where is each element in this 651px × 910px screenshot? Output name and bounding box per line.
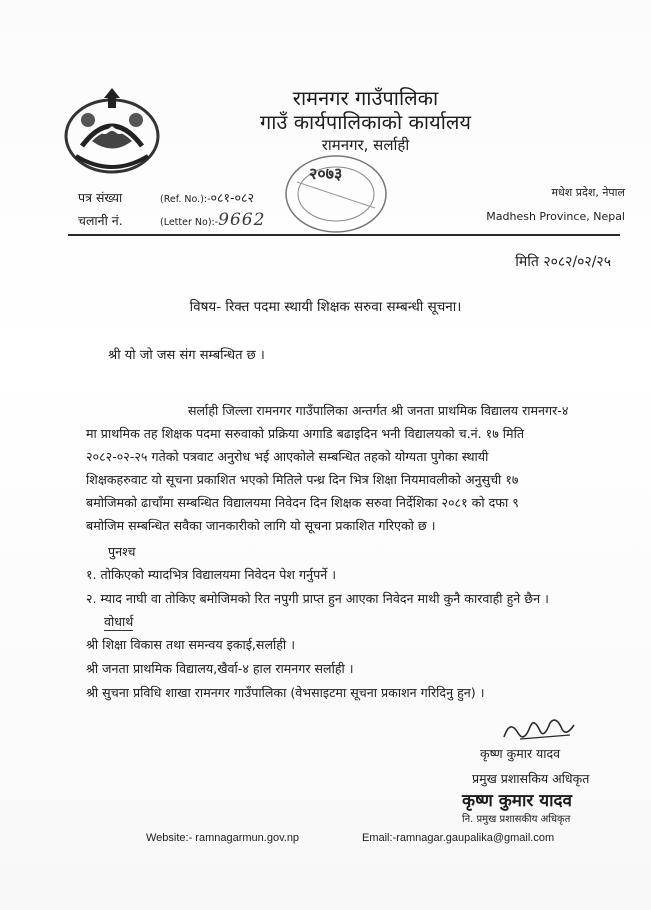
letter-number-value: 9662 (218, 210, 266, 230)
postscript-item: १. तोकिएको म्यादभित्र विद्यालयमा निवेदन पेश गर्नुपर्ने । (86, 567, 336, 582)
province-english: Madhesh Province, Nepal (486, 210, 625, 223)
bodhartha-item: श्री शिक्षा विकास तथा समन्वय इकाई,सर्लाही । (86, 637, 295, 652)
letter-subject: विषय- रिक्त पदमा स्थायी शिक्षक सरुवा सम्बन्धी सूचना। (189, 299, 462, 315)
seal-year: २०७३ (309, 164, 343, 183)
signatory-name: कृष्ण कुमार यादव (480, 746, 561, 761)
handwritten-signature (500, 713, 580, 745)
office-address: रामनगर, सर्लाही (321, 136, 410, 154)
office-seal (283, 152, 389, 236)
ref-number-row (78, 189, 254, 206)
body-line: शिक्षकहरुवाट यो सूचना प्रकाशित भएको मितिले पन्ध्र दिन भित्र शिक्षा नियमावलीको अनुसुची १७ (86, 472, 519, 487)
letter-number-en-label: (Letter No):- (160, 217, 219, 228)
body-line: बमोजिम सम्बन्धित सवैका जानकारीको लागि यो सूचना प्रकाशित गरिएको छ । (86, 518, 436, 533)
signatory-stamp-title: नि. प्रमुख प्रशासकीय अधिकृत (462, 814, 571, 825)
signatory-stamp-name: कृष्ण कुमार यादव (462, 791, 572, 811)
ref-number-en-label: (Ref. No.):- (160, 194, 211, 205)
province-nepali: मधेश प्रदेश, नेपाल (551, 186, 625, 199)
body-line: मा प्राथमिक तह शिक्षक पदमा सरुवाको प्रक्रिया अगाडि बढाइदिन भनी विद्यालयको च.नं. १७ मिति (86, 426, 525, 441)
body-line: २०८२-०२-२५ गतेको पत्रवाट अनुरोध भई आएकोले सम्बन्धित तहको योग्यता पुगेका स्थायी (86, 449, 489, 464)
municipality-name: रामनगर गाउँपालिका (292, 86, 439, 110)
office-name: गाउँ कार्यपालिकाको कार्यालय (259, 110, 472, 134)
salutation: श्री यो जो जस संग सम्बन्धित छ । (108, 348, 265, 363)
body-line: बमोजिमको ढाचाँमा सम्बन्धित विद्यालयमा निवेदन दिन शिक्षक सरुवा निर्देशिका २०८१ को दफा ९ (86, 495, 519, 510)
signatory-title: प्रमुख प्रशासकिय अधिकृत (472, 771, 590, 786)
letter-number-label: चलानी नं. (78, 213, 123, 228)
body-line: सर्लाही जिल्ला रामनगर गाउँपालिका अन्तर्गत श्री जनता प्राथमिक विद्यालय रामनगर-४ (188, 403, 569, 418)
header-divider (68, 234, 620, 236)
postscript-heading: पुनश्च (108, 544, 136, 559)
ref-number-value: ०८१-०८२ (210, 190, 255, 205)
footer-website: Website:- ramnagarmun.gov.np (146, 832, 300, 844)
letter-number-row (78, 210, 265, 230)
bodhartha-heading: वोधार्थ (104, 614, 134, 629)
bodhartha-item: श्री सुचना प्रविधि शाखा रामनगर गाउँपालिका (वेभसाइटमा सूचना प्रकाशन गरिदिनु हुन) । (86, 685, 485, 700)
postscript-item: २. म्याद नाघी वा तोकिए बमोजिमको रित नपुगी प्राप्त हुन आएका निवेदन माथी कुनै कारवाही हुने छैन । (86, 591, 549, 606)
bodhartha-item: श्री जनता प्राथमिक विद्यालय,खैर्वा-४ हाल रामनगर सर्लाही । (86, 661, 354, 676)
footer-email: Email:-ramnagar.gaupalika@gmail.com (362, 832, 555, 844)
ref-number-label: पत्र संख्या (78, 190, 123, 205)
letter-date: मिति २०८२/०२/२५ (515, 254, 611, 270)
